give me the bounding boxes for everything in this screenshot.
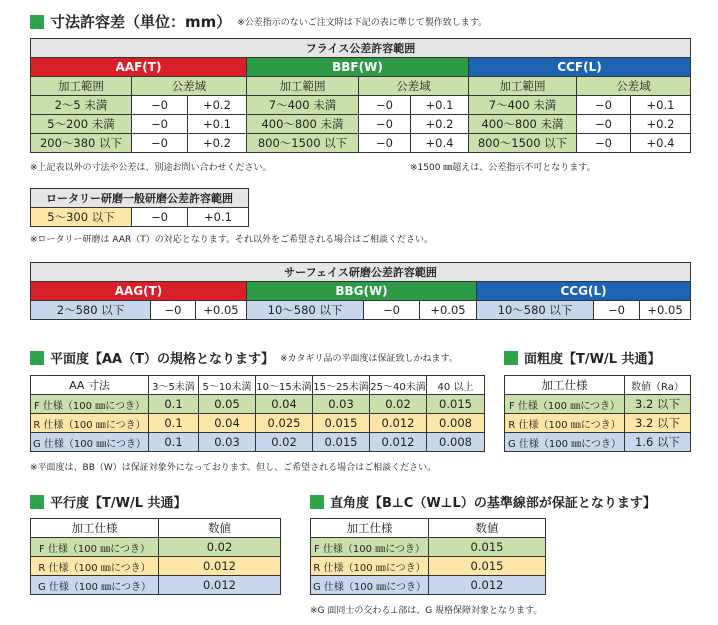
table-cell: 0.03: [313, 395, 370, 414]
roughness-title: 面粗度【T/W/L 共通】: [524, 352, 661, 367]
page-title: 寸法許容差（単位：mm）: [50, 13, 232, 31]
parallelism-table: [30, 518, 281, 595]
parallelism-header: 数値: [159, 519, 281, 538]
table-cell: −0: [594, 301, 640, 320]
table-cell: 5～200 未満: [31, 115, 132, 134]
table-cell: R 仕様（100 ㎜につき）: [31, 414, 149, 433]
green-square-icon: [30, 15, 44, 29]
flatness-header: 5～10未満: [199, 376, 256, 395]
table-row: [31, 557, 281, 576]
roughness-header: 加工仕様: [505, 376, 625, 395]
table-cell: 0.008: [427, 414, 485, 433]
table-row: [31, 538, 281, 557]
table-cell: 1.6 以下: [625, 433, 691, 452]
flatness-heading: [30, 348, 458, 367]
table-cell: 0.012: [159, 557, 281, 576]
squareness-title: 直角度【B⊥C（W⊥L）の基準線部が保証となります】: [330, 496, 656, 511]
table-cell: −0: [359, 134, 411, 153]
milling-group-bbf: BBF(W): [247, 58, 469, 77]
flatness-table: [30, 375, 485, 452]
flatness-footnote: ※平面度は、BB（W）は保証対象外になっております。但し、ご希望される場合はご相談ください。: [30, 463, 437, 473]
green-square-icon: [30, 351, 44, 365]
table-cell: 0.02: [256, 433, 313, 452]
table-cell: R 仕様（100 ㎜につき）: [505, 414, 625, 433]
milling-group-ccf: CCF(L): [469, 58, 691, 77]
table-cell: R 仕様（100 ㎜につき）: [311, 557, 429, 576]
table-cell: −0: [359, 96, 411, 115]
rotary-note: ※ロータリー研磨は AAR（T）の対応となります。それ以外をご希望される場合はご相談ください。: [30, 235, 433, 245]
parallelism-heading: [30, 492, 187, 511]
flatness-note: ※カタギリ品の平面度は保証致しかねます。: [280, 354, 458, 364]
milling-subheader: 加工範囲: [31, 77, 132, 96]
table-cell: +0.2: [188, 134, 247, 153]
table-cell: 0.012: [370, 414, 427, 433]
squareness-note: ※G 面同士の交わる⊥部は、G 規格保障対象となります。: [310, 606, 543, 616]
flatness-header: AA 寸法: [31, 376, 149, 395]
table-cell: 0.025: [256, 414, 313, 433]
squareness-table: [310, 518, 546, 595]
table-cell: +0.1: [411, 96, 469, 115]
table-row: [505, 414, 691, 433]
green-square-icon: [30, 495, 44, 509]
table-cell: 5～300 以下: [31, 208, 132, 227]
flatness-header: 10～15未満: [256, 376, 313, 395]
surface-table: [30, 262, 691, 320]
table-cell: 0.012: [159, 576, 281, 595]
table-row: [311, 576, 546, 595]
table-cell: 3.2 以下: [625, 395, 691, 414]
table-cell: 0.02: [159, 538, 281, 557]
table-cell: +0.2: [411, 115, 469, 134]
table-cell: −0: [577, 115, 631, 134]
table-cell: +0.4: [411, 134, 469, 153]
table-cell: 400～800 未満: [247, 115, 359, 134]
table-cell: R 仕様（100 ㎜につき）: [31, 557, 159, 576]
table-cell: −0: [132, 134, 188, 153]
table-row: [31, 115, 691, 134]
table-cell: 0.015: [313, 433, 370, 452]
table-cell: +0.05: [640, 301, 691, 320]
table-cell: +0.1: [188, 115, 247, 134]
table-cell: 10～580 以下: [477, 301, 594, 320]
table-cell: 0.03: [199, 433, 256, 452]
table-cell: 7～400 未満: [469, 96, 577, 115]
table-cell: +0.1: [188, 208, 249, 227]
table-cell: −0: [577, 134, 631, 153]
table-cell: F 仕様（100 ㎜につき）: [505, 395, 625, 414]
table-cell: 800～1500 以下: [247, 134, 359, 153]
flatness-header: 40 以上: [427, 376, 485, 395]
table-cell: 0.04: [199, 414, 256, 433]
milling-title: フライス公差許容範囲: [31, 39, 691, 58]
milling-subheader: 公差域: [132, 77, 247, 96]
table-cell: G 仕様（100 ㎜につき）: [311, 576, 429, 595]
flatness-title: 平面度【AA（T）の規格となります】: [50, 352, 274, 367]
milling-subheader: 加工範囲: [469, 77, 577, 96]
table-row: [31, 301, 691, 320]
table-cell: F 仕様（100 ㎜につき）: [31, 395, 149, 414]
table-cell: 0.05: [199, 395, 256, 414]
table-row: [31, 576, 281, 595]
table-cell: +0.2: [188, 96, 247, 115]
surface-group-bbg: BBG(W): [247, 282, 477, 301]
table-row: [31, 414, 485, 433]
table-row: [311, 557, 546, 576]
table-cell: 0.012: [370, 433, 427, 452]
header-note: ※公差指示のないご注文時は下記の表に準じて製作致します。: [237, 18, 488, 28]
table-cell: 0.008: [427, 433, 485, 452]
page-header: [30, 11, 487, 32]
table-cell: 400～800 未満: [469, 115, 577, 134]
table-cell: 0.012: [429, 576, 546, 595]
table-cell: 0.02: [370, 395, 427, 414]
table-cell: 0.015: [429, 538, 546, 557]
table-row: [31, 395, 485, 414]
milling-subheader: 加工範囲: [247, 77, 359, 96]
surface-title: サーフェイス研磨公差許容範囲: [31, 263, 691, 282]
rotary-title: ロータリー研磨一般研磨公差許容範囲: [31, 189, 249, 208]
table-cell: 0.015: [429, 557, 546, 576]
table-cell: 10～580 以下: [247, 301, 364, 320]
table-row: [31, 208, 249, 227]
table-cell: −0: [132, 208, 188, 227]
table-cell: 0.015: [427, 395, 485, 414]
table-cell: 0.1: [149, 433, 199, 452]
squareness-header: 数値: [429, 519, 546, 538]
table-cell: G 仕様（100 ㎜につき）: [31, 576, 159, 595]
table-cell: 800～1500 以下: [469, 134, 577, 153]
table-row: [505, 395, 691, 414]
parallelism-title: 平行度【T/W/L 共通】: [50, 496, 187, 511]
rotary-table: [30, 188, 249, 227]
table-cell: 2～580 以下: [31, 301, 151, 320]
roughness-heading: [504, 348, 661, 367]
table-cell: −0: [577, 96, 631, 115]
table-cell: F 仕様（100 ㎜につき）: [31, 538, 159, 557]
table-row: [31, 433, 485, 452]
table-row: [31, 134, 691, 153]
table-cell: 0.1: [149, 414, 199, 433]
table-cell: 3.2 以下: [625, 414, 691, 433]
table-cell: 200～380 以下: [31, 134, 132, 153]
green-square-icon: [310, 495, 324, 509]
table-cell: +0.2: [631, 115, 691, 134]
roughness-table: [504, 375, 691, 452]
table-cell: +0.4: [631, 134, 691, 153]
squareness-heading: [310, 492, 656, 511]
table-cell: +0.05: [420, 301, 477, 320]
parallelism-header: 加工仕様: [31, 519, 159, 538]
flatness-header: 25～40未満: [370, 376, 427, 395]
flatness-header: 3～5未満: [149, 376, 199, 395]
table-cell: 0.1: [149, 395, 199, 414]
table-row: [31, 96, 691, 115]
milling-note-left: ※上記表以外の寸法や公差は、別途お問い合わせください。: [30, 163, 272, 173]
milling-subheader: 公差域: [577, 77, 691, 96]
flatness-header: 15～25未満: [313, 376, 370, 395]
table-cell: −0: [132, 115, 188, 134]
table-row: [311, 538, 546, 557]
table-cell: −0: [151, 301, 196, 320]
table-cell: 0.015: [313, 414, 370, 433]
table-cell: 7～400 未満: [247, 96, 359, 115]
table-cell: F 仕様（100 ㎜につき）: [311, 538, 429, 557]
table-cell: +0.05: [196, 301, 247, 320]
table-cell: G 仕様（100 ㎜につき）: [505, 433, 625, 452]
surface-group-aag: AAG(T): [31, 282, 247, 301]
milling-group-aaf: AAF(T): [31, 58, 247, 77]
table-row: [505, 433, 691, 452]
milling-subheader: 公差域: [359, 77, 469, 96]
table-cell: −0: [359, 115, 411, 134]
table-cell: 2～5 未満: [31, 96, 132, 115]
table-cell: −0: [364, 301, 420, 320]
table-cell: −0: [132, 96, 188, 115]
milling-note-right: ※1500 ㎜超えは、公差指示不可となります。: [410, 163, 596, 173]
milling-table: [30, 38, 691, 153]
squareness-header: 加工仕様: [311, 519, 429, 538]
surface-group-ccg: CCG(L): [477, 282, 691, 301]
roughness-header: 数値（Ra）: [625, 376, 691, 395]
table-cell: 0.04: [256, 395, 313, 414]
table-cell: +0.1: [631, 96, 691, 115]
table-cell: G 仕様（100 ㎜につき）: [31, 433, 149, 452]
green-square-icon: [504, 351, 518, 365]
